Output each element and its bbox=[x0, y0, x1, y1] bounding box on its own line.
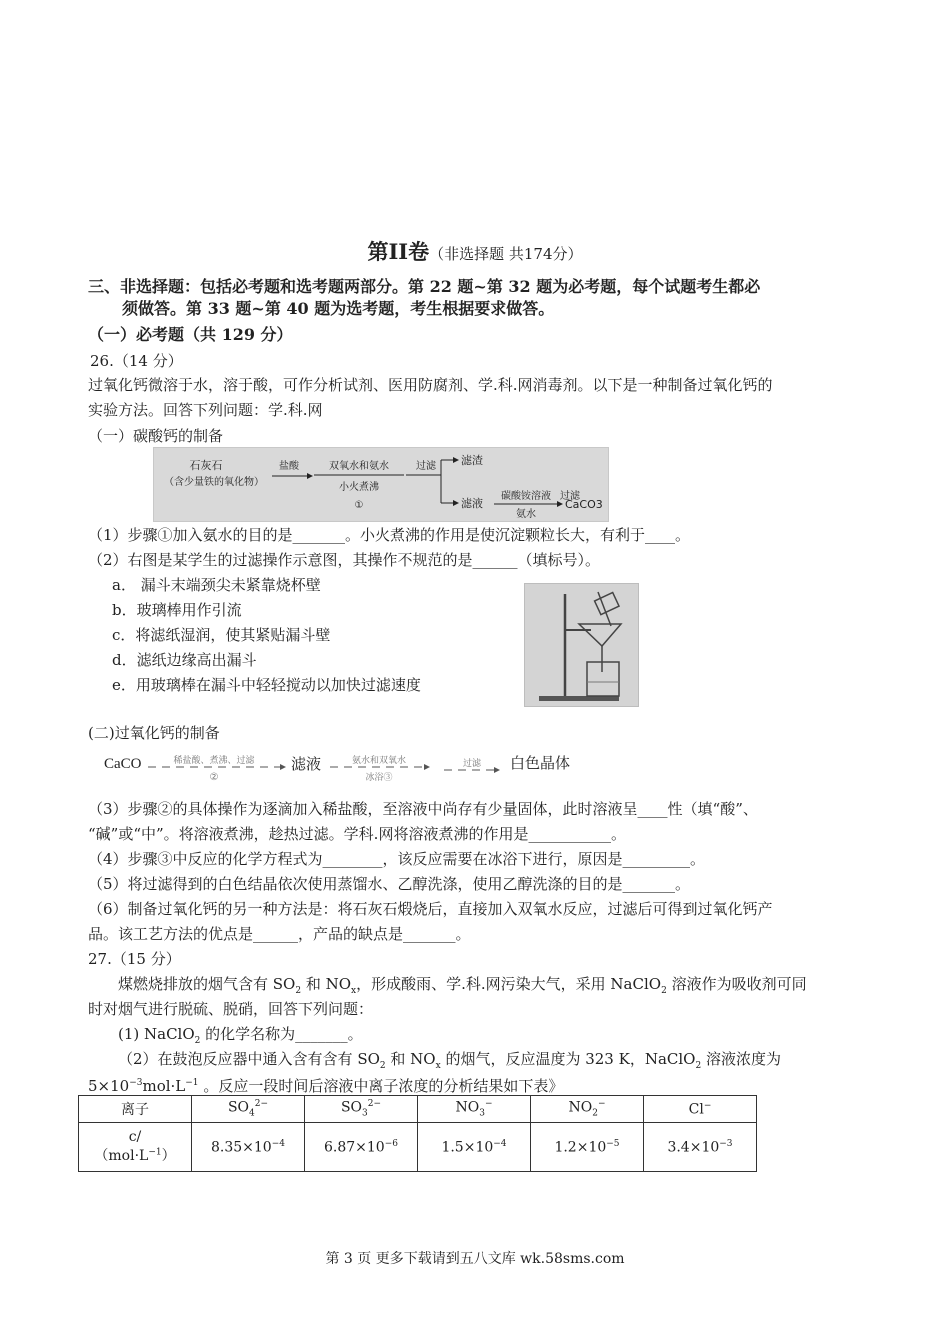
q27-para2: 时对烟气进行脱硫、脱硝，回答下列问题： bbox=[88, 1000, 374, 1018]
filtration-svg bbox=[525, 584, 638, 706]
cao2-flow-svg bbox=[104, 752, 604, 792]
section3-line2: 须做答。第 33 题~第 40 题为选考题，考生根据要求做答。 bbox=[122, 299, 555, 318]
option-a: a． 漏斗末端颈尖未紧靠烧杯壁 bbox=[112, 576, 321, 594]
flow1-a3-bot: 氨水 bbox=[516, 509, 536, 520]
flow2-arrow3-head bbox=[494, 767, 500, 773]
flow2-start: CaCO bbox=[104, 756, 142, 772]
option-e: e．用玻璃棒在漏斗中轻轻搅动以加快过滤速度 bbox=[112, 676, 421, 694]
q26-q2: （2）右图是某学生的过滤操作示意图，其操作不规范的是______（填标号）。 bbox=[88, 551, 601, 569]
section3-line1: 三、非选择题：包括必考题和选考题两部分。第 22 题~第 32 题为必考题，每个试题考生都必 bbox=[88, 277, 761, 296]
table-value-cell: $3.4\times 10^{-3}$ bbox=[644, 1123, 757, 1172]
table-value-cell: $8.35\times 10^{-4}$ bbox=[192, 1123, 305, 1172]
q26-sub1: （一）碳酸钙的制备 bbox=[88, 427, 224, 445]
flow2-a2-bot: 冰浴③ bbox=[365, 773, 393, 783]
option-d: d．滤纸边缘高出漏斗 bbox=[112, 651, 257, 669]
flow2-mid: 滤液 bbox=[291, 755, 322, 773]
q26-q3-2: “碱”或“中”。将溶液煮沸，趁热过滤。学科.网将溶液煮沸的作用是___________。 bbox=[88, 825, 626, 843]
flow2-a1-bot: ② bbox=[209, 772, 219, 783]
option-b: b．玻璃棒用作引流 bbox=[112, 601, 242, 619]
flow1-start2: （含少量铁的氧化物） bbox=[164, 477, 264, 488]
table-value-cell: $1.2\times 10^{-5}$ bbox=[531, 1123, 644, 1172]
q26-q3-1: （3）步骤②的具体操作为逐滴加入稀盐酸，至溶液中尚存有少量固体，此时溶液呈____性（填“酸”、 bbox=[88, 800, 758, 818]
table-value-cell: $6.87\times 10^{-6}$ bbox=[305, 1123, 418, 1172]
table-ion-cell: Cl− bbox=[644, 1096, 757, 1123]
beaker bbox=[587, 662, 619, 696]
q26-head: 26.（14 分） bbox=[90, 352, 183, 370]
q26-q1: （1）步骤①加入氨水的目的是_______。小火煮沸的作用是使沉淀颗粒长大，有利于____。 bbox=[88, 526, 691, 544]
ion-concentration-table bbox=[78, 1095, 757, 1172]
table-header-concentration: c/ $(mol\cdot L^{-1})$ bbox=[79, 1123, 192, 1172]
table-row-concentration bbox=[79, 1123, 757, 1172]
q26-intro-2: 实验方法。回答下列问题：学.科.网 bbox=[88, 401, 323, 419]
flow2-arrow2-head bbox=[424, 764, 430, 770]
title-main: 第II卷 bbox=[367, 239, 430, 264]
table-row-ions bbox=[79, 1096, 757, 1123]
flow1-a2-top: 过滤 bbox=[416, 461, 436, 472]
filtration-apparatus-image bbox=[524, 583, 639, 707]
flow2-a1-top: 稀盐酸、煮沸、过滤 bbox=[173, 756, 255, 766]
flow2-end: 白色晶体 bbox=[510, 754, 571, 772]
q27-q2-line2: $5\times 10^{-3}mol\cdot L^{-1}$ 。反应一段时间后溶液中离子浓度的分析结果如下表》 bbox=[88, 1077, 564, 1095]
table-value-cell: $1.5\times 10^{-4}$ bbox=[418, 1123, 531, 1172]
q26-sub2: (二)过氧化钙的制备 bbox=[88, 724, 220, 742]
flow1-start1: 石灰石 bbox=[189, 459, 223, 472]
q26-q4: （4）步骤③中反应的化学方程式为________，该反应需要在冰浴下进行，原因是_________。 bbox=[88, 850, 706, 868]
flow1-out1: 滤渣 bbox=[461, 454, 483, 467]
table-ion-cell: $NO_3^-$ bbox=[418, 1096, 531, 1123]
q26-q6-1: （6）制备过氧化钙的另一种方法是：将石灰石煅烧后，直接加入双氧水反应，过滤后可得到过氧化钙产 bbox=[88, 900, 773, 918]
q26-q5: （5）将过滤得到的白色结晶依次使用蒸馏水、乙醇洗涤，使用乙醇洗涤的目的是_______。 bbox=[88, 875, 691, 893]
table-ion-cell: $SO_4^{2-}$ bbox=[192, 1096, 305, 1123]
q27-head: 27.（15 分） bbox=[88, 950, 181, 968]
flow1-a4-top: 过滤 bbox=[560, 491, 580, 502]
flow1-end: CaCO3 bbox=[565, 498, 603, 511]
flow2-a2-top: 氨水和双氧水 bbox=[351, 756, 407, 766]
title-sub: （非选择题 共174分） bbox=[429, 245, 583, 263]
q26-q6-2: 品。该工艺方法的优点是______，产品的缺点是_______。 bbox=[88, 925, 471, 943]
page-footer: 第 3 页 更多下载请到五八文库 wk.58sms.com bbox=[325, 1251, 625, 1267]
q26-intro-1: 过氧化钙微溶于水，溶于酸，可作分析试剂、医用防腐剂、学.科.网消毒剂。以下是一种制备过氧化钙的 bbox=[88, 376, 773, 394]
q27-q1: (1) NaClO$_2$ 的化学名称为_______。 bbox=[118, 1025, 363, 1046]
section-title bbox=[0, 236, 950, 266]
flow1-step-top: 双氧水和氨水 bbox=[329, 461, 389, 472]
flow1-a3-top: 碳酸铵溶液 bbox=[501, 491, 551, 502]
flow1-branch-top-head bbox=[453, 457, 459, 463]
flow2-a3-top: 过滤 bbox=[462, 759, 482, 769]
q27-q2-line1: （2）在鼓泡反应器中通入含有含有 $SO_2$ 和 $NO_x$ 的烟气，反应温度为 323 K，NaClO$_2$ 溶液浓度为 bbox=[118, 1050, 781, 1071]
flow1-a1-top: 盐酸 bbox=[279, 461, 299, 472]
table-ion-cell: $NO_2^-$ bbox=[531, 1096, 644, 1123]
option-c: c．将滤纸湿润，使其紧贴漏斗壁 bbox=[112, 626, 331, 644]
table-ion-cell: $SO_3^{2-}$ bbox=[305, 1096, 418, 1123]
flow1-step-mid: 小火煮沸 bbox=[339, 482, 379, 493]
flow1-branch-bot-head bbox=[453, 500, 459, 506]
flow2-arrow1-head bbox=[280, 764, 286, 770]
q27-para1: 煤燃烧排放的烟气含有 $SO_2$ 和 $NO_x$，形成酸雨、学.科.网污染大气，采用 NaClO$_2$ 溶液作为吸收剂可同 bbox=[118, 975, 807, 996]
caco3-flow-svg bbox=[154, 448, 608, 521]
flow1-step-num: ① bbox=[354, 500, 364, 511]
flow1-arrow1-head bbox=[307, 473, 313, 479]
caco3-flow-diagram bbox=[153, 447, 609, 522]
cao2-flow-diagram bbox=[104, 752, 604, 792]
pouring-beaker bbox=[595, 593, 619, 615]
table-header-ion: 离子 bbox=[79, 1096, 192, 1123]
part1-heading: （一）必考题（共 129 分） bbox=[88, 325, 293, 344]
funnel-cone bbox=[579, 624, 621, 646]
flow1-out2: 滤液 bbox=[461, 497, 483, 510]
